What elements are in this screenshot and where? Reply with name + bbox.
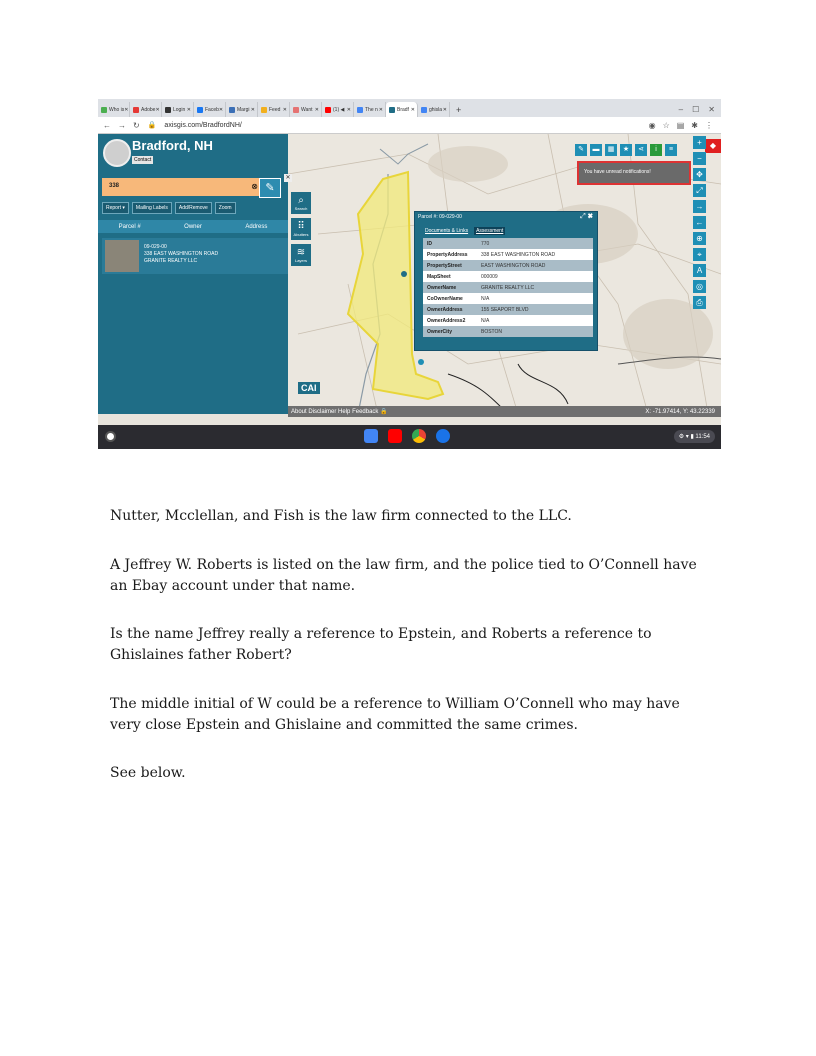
feedback-link[interactable]: Feedback (352, 408, 379, 415)
extension-icon[interactable]: ▤ (676, 120, 685, 130)
prev-icon[interactable]: ← (693, 216, 706, 229)
popup-title: Parcel #: 09-029-00 (418, 214, 462, 220)
result-address: 338 EAST WASHINGTON ROAD (144, 251, 219, 257)
close-icon[interactable]: ✕ (282, 106, 287, 113)
favicon-icon (197, 107, 203, 113)
browser-tab[interactable]: Feed ✕ (258, 102, 290, 117)
browser-tab[interactable]: Margi ✕ (226, 102, 258, 117)
help-link[interactable]: Help (338, 408, 351, 415)
paragraph: Nutter, Mcclellan, and Fish is the law firm connected to the LLC. (110, 508, 572, 524)
zoom-area-icon[interactable]: ⊕ (693, 232, 706, 245)
column-parcel[interactable]: Parcel # (118, 223, 141, 230)
search-icon: ⌕ (298, 195, 304, 206)
favicon-icon (293, 107, 299, 113)
map-footer (288, 406, 721, 417)
puzzle-icon[interactable]: ✱ (691, 120, 698, 130)
youtube-icon[interactable] (388, 429, 402, 443)
browser-tab[interactable]: Faceb ✕ (194, 102, 226, 117)
fullscreen-icon[interactable]: ⤢ (693, 184, 706, 197)
edit-icon: ✎ (265, 182, 275, 194)
close-window-icon[interactable]: ✕ (708, 105, 715, 114)
search-value: 338 (109, 183, 120, 189)
browser-tab[interactable]: Who is ✕ (98, 102, 130, 117)
favicon-icon (133, 107, 139, 113)
table-row: OwnerAddress 155 SEAPORT BLVD (423, 304, 593, 315)
locate-icon[interactable]: ◎ (693, 280, 706, 293)
extension-icon[interactable]: ◉ (648, 120, 656, 130)
popup-tabs (423, 227, 505, 235)
parcel-popup (414, 211, 598, 351)
notification-banner[interactable]: You have unread notifications! (577, 161, 691, 185)
paragraph: A Jeffrey W. Roberts is listed on the law firm, and the police tied to O’Connell have an Ebay account under that name. (110, 557, 697, 594)
favicon-icon (325, 107, 331, 113)
pan-icon[interactable]: ✥ (693, 168, 706, 181)
url-field[interactable]: axisgis.com/BradfordNH/ (164, 121, 242, 129)
share-icon[interactable]: ⋖ (635, 144, 647, 156)
lock-icon: 🔒 (147, 122, 157, 129)
close-icon[interactable]: ✕ (378, 106, 383, 113)
info-icon[interactable]: i (650, 144, 662, 156)
browser-tab[interactable]: Login ✕ (162, 102, 194, 117)
wifi-icon: ▾ (685, 434, 689, 440)
browser-tab[interactable]: The n ✕ (354, 102, 386, 117)
paragraph: See below. (110, 765, 186, 781)
results-toolbar (102, 202, 236, 214)
draw-icon[interactable]: ✎ (575, 144, 587, 156)
parcel-attributes-table (423, 238, 593, 337)
print-icon[interactable]: ⎙ (693, 296, 706, 309)
about-link[interactable]: About (291, 408, 307, 415)
close-icon[interactable]: ✕ (250, 106, 255, 113)
table-row: MapSheet 000009 (423, 271, 593, 282)
column-owner[interactable]: Owner (184, 223, 202, 230)
table-row: CoOwnerName N/A (423, 293, 593, 304)
bookmark-star-icon[interactable]: ☆ (662, 120, 670, 130)
text-tool-icon[interactable]: A (693, 264, 706, 277)
paragraph: Is the name Jeffrey really a reference to Epstein, and Roberts a reference to Ghislaines father Robert? (110, 626, 652, 663)
property-photo (105, 240, 139, 272)
map-side-tools (291, 192, 311, 266)
table-row: PropertyStreet EAST WASHINGTON ROAD (423, 260, 593, 271)
close-icon[interactable]: ✕ (442, 106, 447, 113)
disclaimer-link[interactable]: Disclaimer (308, 408, 337, 415)
next-icon[interactable]: → (693, 200, 706, 213)
result-parcel: 09-029-00 (144, 244, 167, 250)
tab-documents-links[interactable]: Documents & Links (425, 228, 469, 234)
table-row: ID 770 (423, 238, 593, 249)
favicon-icon (421, 107, 427, 113)
pin-icon[interactable]: ⌖ (693, 248, 706, 261)
popup-controls (580, 213, 593, 221)
status-tray[interactable] (674, 430, 715, 443)
os-taskbar (98, 425, 721, 449)
edit-button[interactable] (259, 178, 281, 198)
close-panel-button[interactable]: ✕ (285, 175, 291, 181)
browser-tab[interactable]: ghisla ✕ (418, 102, 450, 117)
browser-tab[interactable]: Want ✕ (290, 102, 322, 117)
paragraph: The middle initial of W could be a reference to William O’Connell who may have very close Epstein and Ghislaine and committed the same crimes. (110, 696, 680, 733)
star-icon[interactable]: ★ (620, 144, 632, 156)
results-header (98, 220, 288, 233)
close-icon[interactable]: ✕ (346, 106, 351, 113)
battery-icon: ▮ (690, 434, 694, 440)
browser-tab[interactable]: Adobe ✕ (130, 102, 162, 117)
search-panel (98, 134, 291, 414)
minimize-icon[interactable]: – (678, 105, 684, 114)
new-tab-icon[interactable]: + (456, 105, 462, 115)
favicon-icon (357, 107, 363, 113)
chrome-icon[interactable] (412, 429, 426, 443)
layers-tool[interactable]: ≋ Layers (291, 244, 311, 266)
launcher-icon[interactable] (105, 431, 116, 442)
window-controls (679, 102, 721, 117)
zoom-button[interactable]: Zoom (215, 202, 236, 214)
clear-icon[interactable]: ⊗ (251, 182, 258, 191)
browser-tab-active[interactable]: Bradf ✕ (386, 102, 418, 117)
close-icon[interactable]: ✕ (218, 106, 224, 113)
menu-icon[interactable]: ≡ (665, 144, 677, 156)
files-icon[interactable] (436, 429, 450, 443)
close-icon[interactable]: ✕ (314, 106, 319, 113)
tab-assessment[interactable]: Assessment (476, 228, 504, 234)
cai-logo: CAI (298, 382, 320, 394)
zoom-controls (693, 136, 706, 309)
clock: 11:54 (695, 434, 710, 440)
address-bar (98, 117, 721, 134)
browser-tab-bar (98, 99, 721, 117)
coordinate-readout: X: -71.97414, Y: 43.22339 (645, 408, 715, 415)
table-row: PropertyAddress 338 EAST WASHINGTON ROAD (423, 249, 593, 260)
close-icon[interactable]: ✕ (124, 106, 129, 113)
forward-icon[interactable]: → (118, 120, 126, 130)
close-icon[interactable]: ✕ (186, 106, 191, 113)
abutters-tool[interactable]: ⠿ Abutters (291, 218, 311, 240)
town-seal-logo (103, 139, 131, 167)
mailing-labels-button[interactable]: Mailing Labels (132, 202, 172, 214)
search-input[interactable] (102, 178, 264, 196)
close-icon[interactable]: ✖ (587, 213, 593, 220)
zoom-in-icon[interactable]: + (693, 136, 706, 149)
notification-bell-icon[interactable]: ◆ (705, 139, 721, 153)
app-title: Bradford, NH (132, 138, 213, 153)
measure-icon[interactable]: ▬ (590, 144, 602, 156)
grid-icon: ⠿ (297, 221, 305, 232)
column-address[interactable]: Address (245, 223, 268, 230)
back-icon[interactable]: ← (103, 120, 111, 130)
table-row: OwnerCity BOSTON (423, 326, 593, 337)
grid-icon[interactable]: ▦ (605, 144, 617, 156)
add-remove-button[interactable]: Add/Remove (175, 202, 212, 214)
favicon-icon (101, 107, 107, 113)
maximize-icon[interactable]: ☐ (692, 105, 700, 114)
table-row: OwnerAddress2 N/A (423, 315, 593, 326)
contact-button[interactable]: Contact (134, 157, 152, 163)
result-row[interactable] (102, 238, 288, 274)
expand-icon[interactable]: ⤢ (580, 213, 586, 220)
table-row: OwnerName GRANITE REALTY LLC (423, 282, 593, 293)
layers-icon: ≋ (296, 247, 306, 258)
favicon-icon (229, 107, 235, 113)
report-button[interactable]: Report ▾ (102, 202, 129, 214)
shelf-apps (364, 429, 450, 443)
reload-icon[interactable]: ↻ (133, 120, 140, 130)
menu-icon[interactable]: ⋮ (705, 120, 713, 130)
docs-icon[interactable] (364, 429, 378, 443)
result-owner: GRANITE REALTY LLC (144, 258, 198, 264)
zoom-out-icon[interactable]: − (693, 152, 706, 165)
close-icon[interactable]: ✕ (410, 106, 415, 113)
favicon-icon (261, 107, 267, 113)
lock-icon: 🔒 (380, 409, 388, 415)
favicon-icon (165, 107, 171, 113)
search-tool[interactable]: ⌕ Search (291, 192, 311, 214)
screenshot (98, 99, 721, 449)
settings-icon: ⚙ (678, 434, 685, 440)
favicon-icon (389, 107, 395, 113)
map-toolbar (575, 144, 677, 156)
close-icon[interactable]: ✕ (155, 106, 160, 113)
browser-tab[interactable]: (1) ◀ ✕ (322, 102, 354, 117)
